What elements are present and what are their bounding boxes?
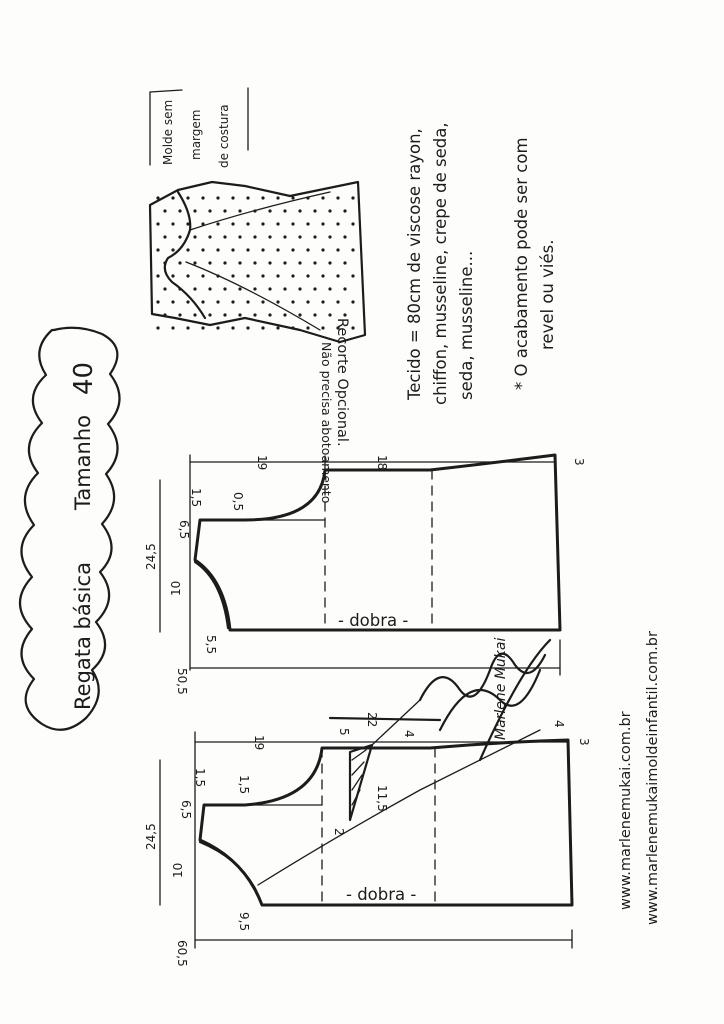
print-dot: [268, 209, 271, 212]
print-dot: [298, 313, 301, 316]
print-dot: [238, 235, 241, 238]
print-dot: [261, 248, 264, 251]
print-dot: [223, 261, 226, 264]
bottom-dim-1-5b: 1,5: [237, 775, 251, 795]
print-dot: [336, 300, 339, 303]
print-dot: [231, 300, 234, 303]
print-dot: [321, 248, 324, 251]
print-dot: [156, 222, 159, 225]
note-line-2: margem: [189, 109, 203, 160]
print-dot: [313, 235, 316, 238]
print-dot: [321, 222, 324, 225]
print-dot: [336, 274, 339, 277]
bottom-dim-9-5: 9,5: [237, 912, 251, 932]
print-dot: [328, 209, 331, 212]
print-dot: [313, 287, 316, 290]
print-dot: [328, 261, 331, 264]
bottom-dim-1-5a: 1,5: [193, 768, 207, 788]
top-dim-18: 18: [375, 455, 389, 471]
bottom-dim-60-5: 60,5: [175, 940, 189, 967]
print-dot: [246, 222, 249, 225]
print-dot: [216, 196, 219, 199]
print-dot: [246, 326, 249, 329]
bottom-dim-19: 19: [252, 735, 266, 751]
print-dot: [208, 313, 211, 316]
garment-sketch: [150, 182, 365, 342]
print-dot: [231, 222, 234, 225]
bottom-dim-24-5: 24,5: [144, 823, 158, 850]
print-dot: [163, 235, 166, 238]
print-dot: [253, 287, 256, 290]
print-dot: [291, 300, 294, 303]
print-dot: [238, 209, 241, 212]
print-dot: [306, 274, 309, 277]
print-dot: [216, 222, 219, 225]
print-dot: [336, 248, 339, 251]
print-dot: [171, 222, 174, 225]
print-dot: [283, 287, 286, 290]
print-dot: [276, 248, 279, 251]
website-line-2[interactable]: www.marlenemukaimoldeinfantil.com.br: [645, 631, 661, 925]
print-dot: [171, 300, 174, 303]
top-dim-1-5: 1,5: [189, 488, 203, 508]
size-value: 40: [69, 361, 99, 395]
print-dot: [208, 287, 211, 290]
print-dot: [298, 261, 301, 264]
top-dim-24-5: 24,5: [144, 543, 158, 570]
fabric-line-5: revel ou viés.: [538, 239, 557, 350]
print-dot: [186, 196, 189, 199]
signature-text: Marlene Mukai: [493, 637, 509, 740]
fabric-line-1: Tecido = 80cm de viscose rayon,: [405, 128, 424, 400]
bottom-fold-label: - dobra -: [346, 885, 417, 904]
print-dot: [171, 326, 174, 329]
print-dot: [351, 326, 354, 329]
top-dim-3: 3: [572, 458, 586, 466]
print-dot: [351, 222, 354, 225]
print-dot: [298, 209, 301, 212]
print-dot: [156, 274, 159, 277]
top-dim-5-5: 5,5: [204, 635, 218, 655]
print-dot: [163, 261, 166, 264]
bottom-dim-22: 22: [365, 712, 379, 728]
print-dot: [351, 248, 354, 251]
top-fold-label: - dobra -: [338, 611, 409, 630]
print-dot: [156, 300, 159, 303]
print-dot: [268, 287, 271, 290]
print-dot: [261, 300, 264, 303]
bottom-dim-3: 3: [577, 738, 591, 746]
print-dot: [201, 274, 204, 277]
recorte-text-b: Não precisa abotoamento: [319, 342, 334, 504]
print-dot: [216, 248, 219, 251]
print-dot: [336, 196, 339, 199]
bottom-dim-6-5: 6,5: [179, 800, 193, 820]
print-dot: [253, 261, 256, 264]
print-dot: [231, 196, 234, 199]
print-dot: [156, 326, 159, 329]
print-dot: [276, 326, 279, 329]
print-dot: [276, 300, 279, 303]
print-dot: [186, 274, 189, 277]
top-pattern-piece: [144, 455, 586, 695]
print-dot: [178, 235, 181, 238]
title-banner: [20, 328, 120, 730]
print-dot: [261, 196, 264, 199]
print-dot: [186, 300, 189, 303]
print-dot: [238, 313, 241, 316]
print-dot: [343, 235, 346, 238]
print-dot: [253, 313, 256, 316]
print-dot: [193, 209, 196, 212]
print-dot: [291, 196, 294, 199]
top-dim-10: 10: [169, 580, 183, 596]
print-dot: [201, 326, 204, 329]
bottom-dim-4b: 4: [552, 720, 566, 728]
print-dot: [313, 209, 316, 212]
print-dot: [208, 261, 211, 264]
print-dot: [343, 313, 346, 316]
bottom-dim-2: 2: [332, 828, 346, 836]
print-dot: [163, 313, 166, 316]
print-dot: [208, 235, 211, 238]
fabric-line-3: seda, musseline...: [457, 250, 476, 400]
print-dot: [291, 274, 294, 277]
print-dot: [313, 313, 316, 316]
print-dot: [163, 209, 166, 212]
print-dot: [253, 209, 256, 212]
print-dot: [261, 274, 264, 277]
fabric-line-4: * O acabamento pode ser com: [512, 137, 531, 390]
size-label: Tamanho: [71, 414, 95, 510]
print-dot: [321, 300, 324, 303]
print-dot: [283, 313, 286, 316]
print-dot: [306, 196, 309, 199]
bottom-pattern-piece: [144, 700, 591, 967]
bottom-dim-10: 10: [171, 862, 185, 878]
print-dot: [246, 248, 249, 251]
print-dot: [171, 248, 174, 251]
print-dot: [261, 222, 264, 225]
print-dot: [336, 222, 339, 225]
print-dot: [193, 287, 196, 290]
print-dot: [351, 300, 354, 303]
fabric-notes: [405, 122, 557, 405]
print-dot: [306, 326, 309, 329]
print-dot: [291, 222, 294, 225]
print-dot: [216, 274, 219, 277]
print-dot: [201, 248, 204, 251]
print-dot: [268, 313, 271, 316]
print-dot: [201, 222, 204, 225]
print-dot: [216, 300, 219, 303]
print-dot: [351, 196, 354, 199]
print-dot: [171, 196, 174, 199]
print-dot: [238, 287, 241, 290]
print-dot: [343, 287, 346, 290]
print-dot: [201, 196, 204, 199]
print-dot: [351, 274, 354, 277]
print-dot: [193, 235, 196, 238]
print-dot: [283, 261, 286, 264]
print-dot: [193, 261, 196, 264]
print-dot: [178, 287, 181, 290]
print-dot: [306, 222, 309, 225]
top-dim-50-5: 50,5: [175, 668, 189, 695]
print-dot: [186, 248, 189, 251]
print-dot: [328, 313, 331, 316]
print-dot: [328, 235, 331, 238]
print-dot: [171, 274, 174, 277]
fabric-line-2: chiffon, musseline, crepe de seda,: [431, 122, 450, 405]
print-dot: [306, 300, 309, 303]
print-dot: [223, 313, 226, 316]
note-line-1: Molde sem: [161, 99, 175, 165]
print-dot: [208, 209, 211, 212]
print-dot: [231, 248, 234, 251]
print-dot: [291, 326, 294, 329]
print-dot: [253, 235, 256, 238]
website-line-1[interactable]: www.marlenemukai.com.br: [618, 711, 634, 910]
print-dot: [328, 287, 331, 290]
pattern-drawing: Regata básica Tamanho 40 Molde sem margem de costura Recorte Opcional. Recorte Opcional. Não precisa abotoamento Tecido = 80cm de viscose rayon, chiffon, musseline, crepe de seda, seda, musseline... * O acabamento pode ser com revel ou viés. - dobra - 19 18 3 1,5 0,5 6,5 24,5 10 5,5 50,5 - dobra - 19 22 5 4 4 3 1,5 1,5 6,5 24,5 10 11,5 2 9,5 60,5 Marlene Mukai www.marlenemukai.com.br www.marlenemukaimoldeinfantil.com.br: [0, 0, 724, 1024]
print-dot: [343, 261, 346, 264]
print-dot: [246, 274, 249, 277]
top-dim-19: 19: [255, 455, 269, 471]
print-dot: [178, 209, 181, 212]
print-dot: [321, 274, 324, 277]
print-dot: [268, 235, 271, 238]
top-dim-0-5: 0,5: [231, 492, 245, 512]
note-line-3: de costura: [217, 104, 231, 168]
print-dot: [163, 287, 166, 290]
print-dot: [223, 287, 226, 290]
print-dot: [261, 326, 264, 329]
print-dot: [298, 287, 301, 290]
print-dot: [216, 326, 219, 329]
print-dot: [201, 300, 204, 303]
bottom-dim-11-5: 11,5: [375, 785, 389, 812]
bottom-dim-5: 5: [337, 728, 351, 736]
print-dot: [268, 261, 271, 264]
print-dot: [193, 313, 196, 316]
print-dot: [283, 235, 286, 238]
print-dot: [186, 222, 189, 225]
print-dot: [321, 196, 324, 199]
print-dot: [291, 248, 294, 251]
recorte-text-a: Recorte Opcional.: [334, 318, 350, 447]
print-dot: [306, 248, 309, 251]
print-dot: [276, 222, 279, 225]
seam-allowance-note: [150, 88, 248, 168]
title-text: Regata básica: [71, 562, 95, 710]
print-dot: [283, 209, 286, 212]
print-dot: [298, 235, 301, 238]
print-dot: [223, 235, 226, 238]
print-dot: [276, 274, 279, 277]
print-dot: [246, 196, 249, 199]
print-dot: [178, 313, 181, 316]
print-dot: [231, 326, 234, 329]
print-dot: [186, 326, 189, 329]
print-dot: [238, 261, 241, 264]
print-dot: [223, 209, 226, 212]
top-dim-6-5: 6,5: [177, 520, 191, 540]
print-dot: [276, 196, 279, 199]
print-dot: [156, 248, 159, 251]
print-dot: [231, 274, 234, 277]
print-dot: [178, 261, 181, 264]
print-dot: [246, 300, 249, 303]
bottom-dim-4a: 4: [402, 730, 416, 738]
print-dot: [343, 209, 346, 212]
print-dot: [313, 261, 316, 264]
print-dot: [156, 196, 159, 199]
print-dot: [321, 326, 324, 329]
